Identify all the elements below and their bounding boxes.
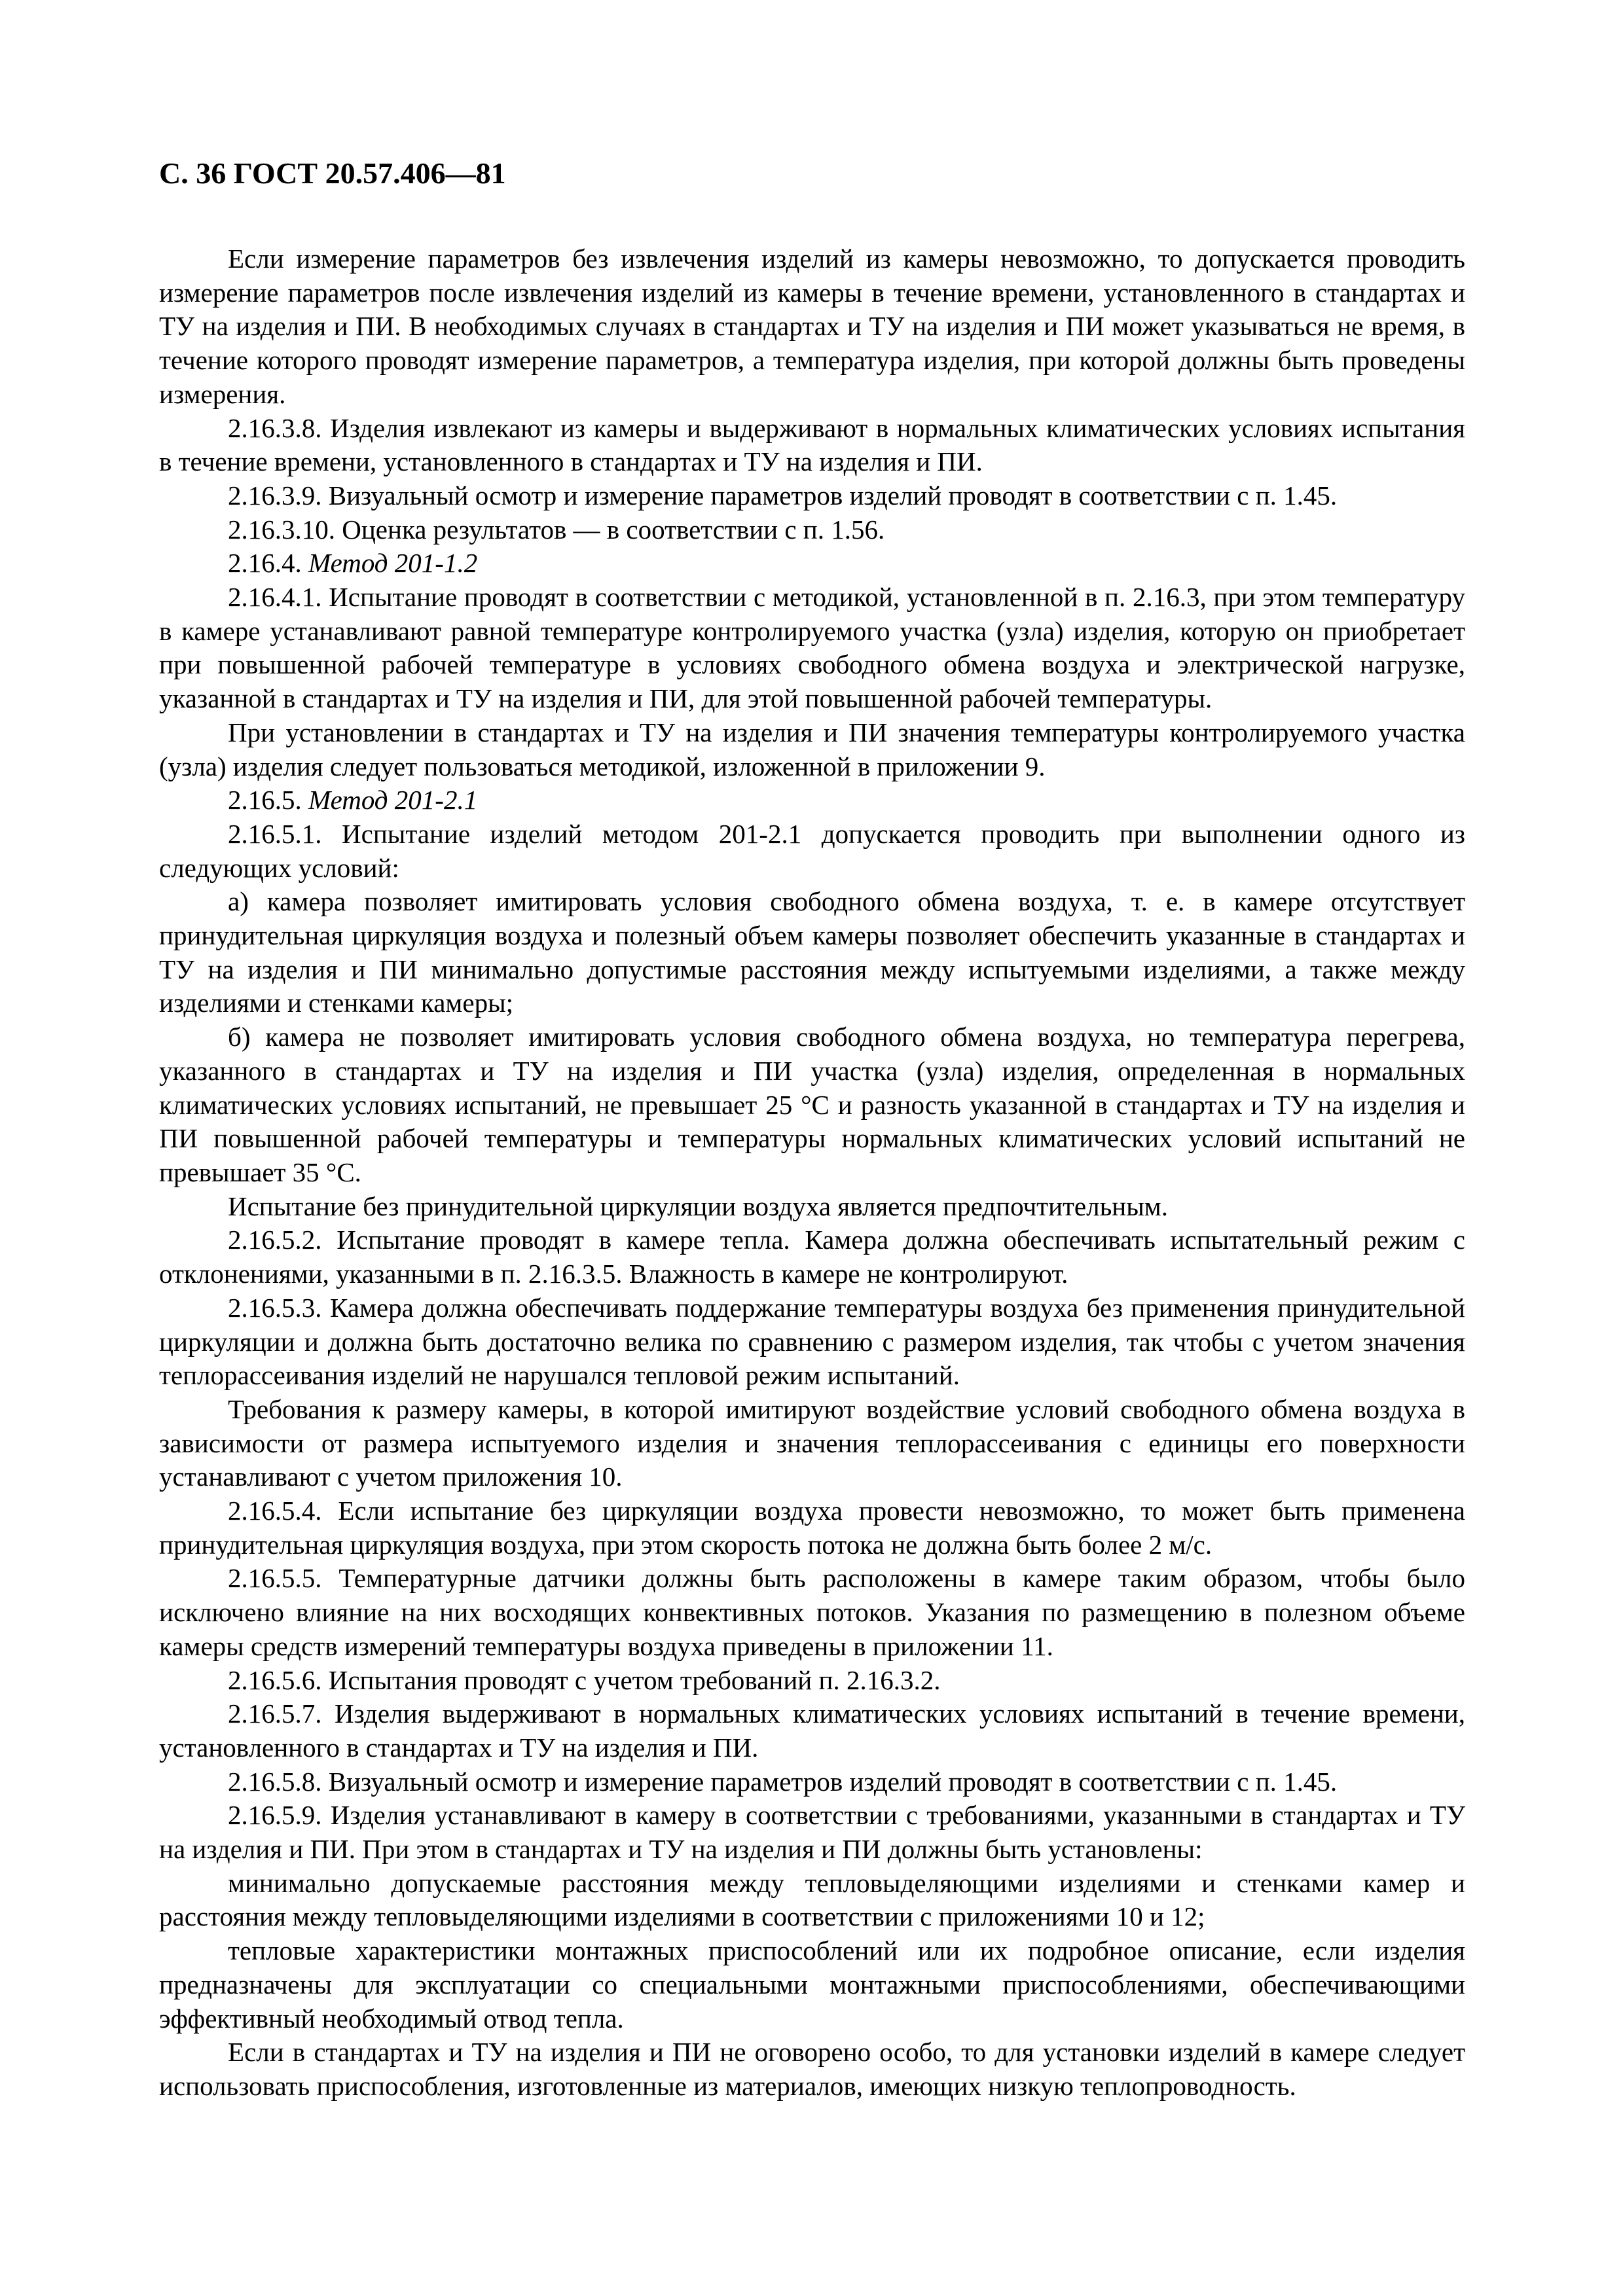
- section-heading: [159, 547, 1465, 581]
- paragraph: 2.16.5.6. Испытания проводят с учетом требований п. 2.16.3.2.: [228, 1664, 941, 1695]
- paragraph: 2.16.5.8. Визуальный осмотр и измерение параметров изделий проводят в соответствии с п. 1.45.: [228, 1766, 1338, 1797]
- paragraph: 2.16.4.1. Испытание проводят в соответствии с методикой, установленной в п. 2.16.3, при этом температуру в камере устанавливают равной температуре контролируемого участка (узла) изделия, которую он приобретает при повышенной рабочей температуре в условиях свободного обмена воздуха и электрической нагрузке, указанной в стандартах и ТУ на изделия и ПИ, для этой повышенной рабочей температуры.: [159, 582, 1465, 714]
- list-item: б) камера не позволяет имитировать условия свободного обмена воздуха, но температура перегрева, указанного в стандартах и ТУ на изделия и ПИ участка (узла) изделия, определенная в нормальных климатических условиях испытаний, не превышает 25 °С и разность указанной в стандартах и ТУ на изделия и ПИ повышенной рабочей температуры и температуры нормальных климатических условий испытаний не превышает 35 °С.: [159, 1022, 1465, 1187]
- section-title: Метод 201-1.2: [308, 548, 478, 579]
- section-number: 2.16.5.: [228, 785, 308, 816]
- paragraph: При установлении в стандартах и ТУ на изделия и ПИ значения температуры контролируемого участка (узла) изделия следует пользоваться методикой, изложенной в приложении 9.: [159, 717, 1465, 781]
- paragraph: 2.16.5.1. Испытание изделий методом 201-2.1 допускается проводить при выполнении одного из следующих условий:: [159, 818, 1465, 883]
- paragraph: 2.16.5.4. Если испытание без циркуляции воздуха провести невозможно, то может быть применена принудительная циркуляция воздуха, при этом скорость потока не должна быть более 2 м/с.: [159, 1496, 1465, 1560]
- paragraph: 2.16.5.5. Температурные датчики должны быть расположены в камере таким образом, чтобы было исключено влияние на них восходящих конвективных потоков. Указания по размещению в полезном объеме камеры средств измерений температуры воздуха приведены в приложении 11.: [159, 1563, 1465, 1661]
- paragraph: 2.16.3.9. Визуальный осмотр и измерение параметров изделий проводят в соответствии с п. 1.45.: [228, 480, 1338, 511]
- section-title: Метод 201-2.1: [308, 785, 478, 816]
- list-item: а) камера позволяет имитировать условия свободного обмена воздуха, т. е. в камере отсутствует принудительная циркуляция воздуха и полезный объем камеры позволяет обеспечить указанные в стандартах и ТУ на изделия и ПИ минимально допустимые расстояния между испытуемыми изделиями, а также между изделиями и стенками камеры;: [159, 886, 1465, 1018]
- list-item: тепловые характеристики монтажных приспособлений или их подробное описание, если изделия предназначены для эксплуатации со специальными монтажными приспособлениями, обеспечивающими эффективный необходимый отвод тепла.: [159, 1935, 1465, 2034]
- paragraph: 2.16.3.10. Оценка результатов — в соответствии с п. 1.56.: [228, 514, 885, 545]
- paragraph: Требования к размеру камеры, в которой имитируют воздействие условий свободного обмена воздуха в зависимости от размера испытуемого изделия и значения теплорассеивания с единицы его поверхности устанавливают с учетом приложения 10.: [159, 1393, 1465, 1492]
- paragraph: 2.16.5.2. Испытание проводят в камере тепла. Камера должна обеспечивать испытательный режим с отклонениями, указанными в п. 2.16.3.5. Влажность в камере не контролируют.: [159, 1225, 1465, 1289]
- paragraph: Если измерение параметров без извлечения изделий из камеры невозможно, то допускается проводить измерение параметров после извлечения изделий из камеры в течение времени, установленного в стандартах и ТУ на изделия и ПИ. В необходимых случаях в стандартах и ТУ на изделия и ПИ может указываться не время, в течение которого проводят измерение параметров, а температура изделия, при которой должны быть проведены измерения.: [159, 243, 1465, 409]
- section-heading: [159, 783, 1465, 817]
- list-item: минимально допускаемые расстояния между тепловыделяющими изделиями и стенками камер и расстояния между тепловыделяющими изделиями в соответствии с приложениями 10 и 12;: [159, 1867, 1465, 1932]
- paragraph: 2.16.5.3. Камера должна обеспечивать поддержание температуры воздуха без применения принудительной циркуляции и должна быть достаточно велика по сравнению с размером изделия, так чтобы с учетом значения теплорассеивания изделий не нарушался тепловой режим испытаний.: [159, 1292, 1465, 1391]
- paragraph: 2.16.5.7. Изделия выдерживают в нормальных климатических условиях испытаний в течение времени, установленного в стандартах и ТУ на изделия и ПИ.: [159, 1698, 1465, 1763]
- document-body: [159, 242, 1465, 2104]
- paragraph: 2.16.3.8. Изделия извлекают из камеры и выдерживают в нормальных климатических условиях испытания в течение времени, установленного в стандартах и ТУ на изделия и ПИ.: [159, 412, 1465, 477]
- section-number: 2.16.4.: [228, 548, 308, 579]
- page-header: С. 36 ГОСТ 20.57.406—81: [159, 156, 506, 190]
- paragraph: Испытание без принудительной циркуляции воздуха является предпочтительным.: [228, 1191, 1168, 1221]
- paragraph: Если в стандартах и ТУ на изделия и ПИ не оговорено особо, то для установки изделий в камере следует использовать приспособления, изготовленные из материалов, имеющих низкую теплопроводность.: [159, 2037, 1465, 2101]
- paragraph: 2.16.5.9. Изделия устанавливают в камеру в соответствии с требованиями, указанными в стандартах и ТУ на изделия и ПИ. При этом в стандартах и ТУ на изделия и ПИ должны быть установлены:: [159, 1800, 1465, 1865]
